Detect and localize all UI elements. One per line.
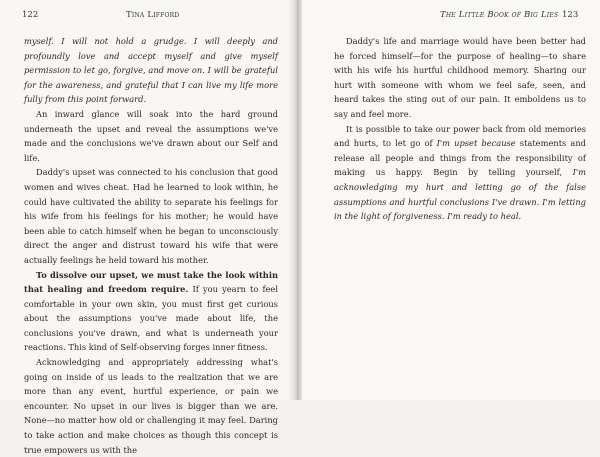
right-page-body — [334, 34, 586, 224]
text-segment: An inward glance will soak into the hard ground underneath the upset and reveal the assumptions we've made and the conclusions we've drawn about our Self and life. — [24, 108, 278, 163]
text-segment: statements and release all people and things from the responsibility of making us happy. Begin by telling yourself, — [334, 138, 586, 178]
text-segment: It is possible to take our power back from old memories and hurts, to let go of — [334, 123, 586, 149]
text-segment: I'm upset because — [436, 138, 516, 149]
paragraph — [24, 107, 278, 165]
text-segment: If you yearn to feel comfortable in your own skin, you must first get curious about the assumptions you've made about life, the conclusions you've drawn, and what is underneath your reactions. This kind of Self-observing forges inner fitness. — [24, 284, 278, 353]
right-running-head: The Little Book of Big Lies — [440, 10, 559, 20]
paragraph — [24, 165, 278, 267]
paragraph — [24, 268, 278, 356]
left-running-head: Tina Lifford — [126, 10, 180, 20]
paragraph — [334, 122, 586, 224]
text-segment: Daddy's upset was connected to his conclusion that good women and wives cheat. Had he learned to look within, he could have cultivated the ability to separate his feelings for his wife from his feelings for his mother; he would have been able to catch himself when he began to unconsciously direct the anger and distrust toward his wife that were actually feelings he held toward his mother. — [24, 167, 278, 265]
text-segment: I'm acknowledging my hurt and letting go of the false assumptions and hurtful conclusions I've drawn. I'm letting in the light of forgiveness. I'm ready to heal. — [334, 167, 586, 222]
left-page — [0, 0, 294, 455]
right-page — [302, 0, 600, 400]
left-page-number: 122 — [22, 10, 39, 20]
text-segment: myself. I will not hold a grudge. I will deeply and profoundly love and accept myself and give myself permission to let go, forgive, and move on. I will be grateful for the awareness, and grateful that I can live my life more fully from this point forward. — [24, 36, 278, 105]
text-segment: Daddy's life and marriage would have been better had he forced himself—for the purpose of healing—to share with his wife his hurtful childhood memory. Sharing our hurt with someone with whom we feel safe, seen, and heard takes the sting out of our pain. It emboldens us to say and feel more. — [334, 36, 586, 119]
left-page-body — [24, 34, 278, 457]
text-segment: To dissolve our upset, we must take the look within that healing and freedom require. — [24, 269, 278, 295]
paragraph — [24, 34, 278, 107]
text-segment: Acknowledging and appropriately addressing what's going on inside of us leads to the realization that we are more than any event, hurtful experience, or pain we encounter. No upset in our lives is bigger than we are. None—no matter how old or challenging it may feel. Daring to take action and make choices as though this concept is true empowers us with the — [24, 357, 278, 455]
right-page-number: 123 — [562, 10, 579, 20]
paragraph — [24, 355, 278, 457]
paragraph — [334, 34, 586, 122]
